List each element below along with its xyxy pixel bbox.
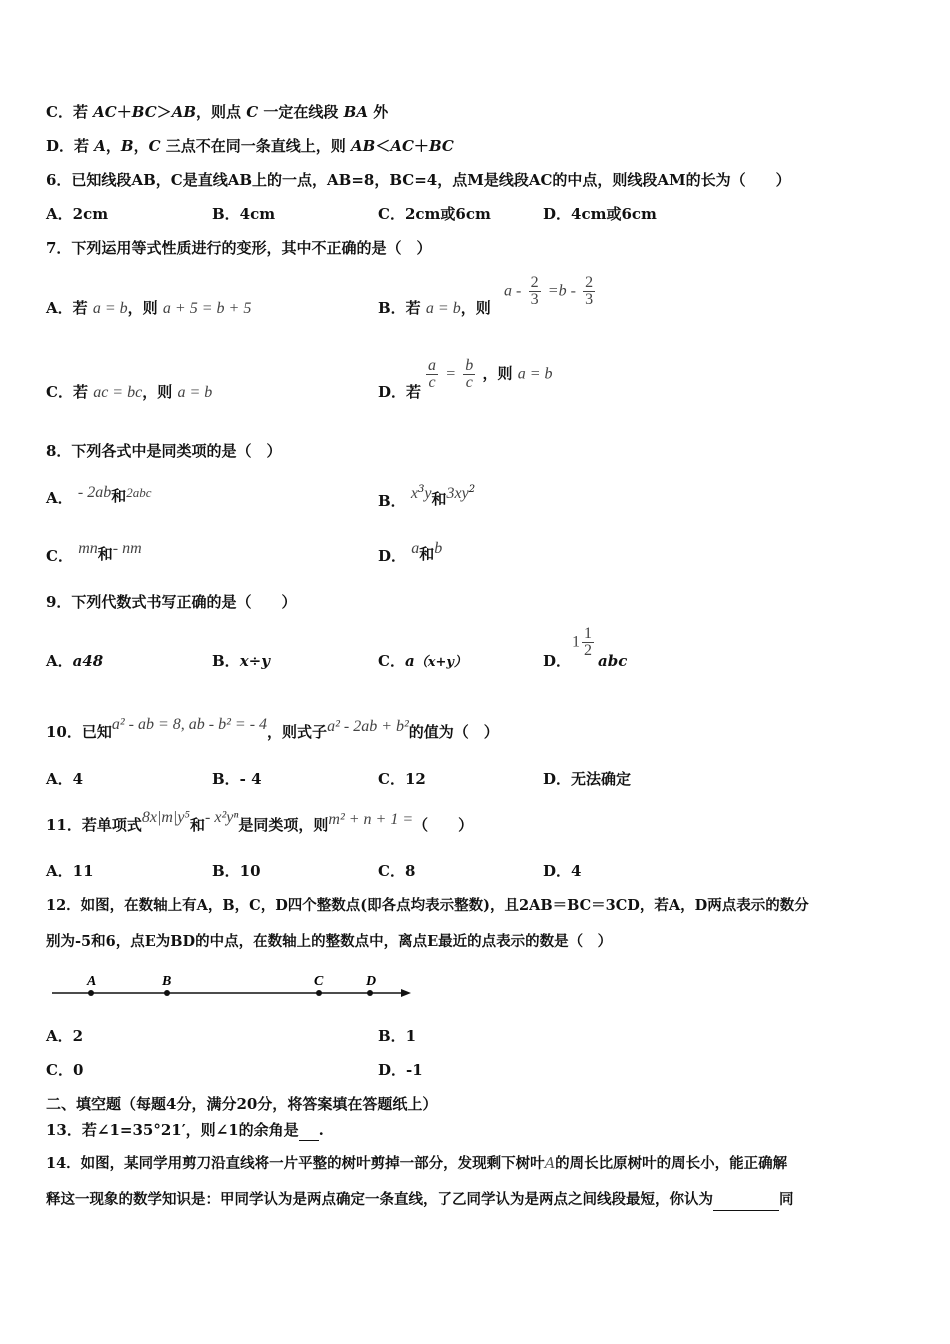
q7-option-b: B．若 a = b，则	[378, 299, 491, 317]
number-line-figure	[48, 968, 418, 1008]
q12-stem-line2: 别为-5和6，点E为BD的中点，在数轴上的整数点中，离点E最近的点表示的数是（ ）	[46, 933, 613, 950]
answer-blank	[299, 1120, 319, 1141]
q6-stem: 6．已知线段AB，C是直线AB上的一点，AB=8，BC=4，点M是线段AC的中点，则线段AM的长为（ ）	[46, 171, 791, 189]
q11-option-a: A．11	[46, 862, 94, 880]
point-a	[88, 990, 94, 996]
q9-stem: 9．下列代数式书写正确的是（ ）	[46, 593, 297, 611]
fraction: $\frac{a}{c}$	[428, 357, 436, 391]
q9-option-b: B．x÷y	[212, 652, 270, 670]
q10-option-c: C．12	[378, 770, 426, 788]
fraction: $\frac{2}{3}$	[585, 274, 594, 308]
point-d	[367, 990, 373, 996]
q7-option-b-expr: a - $\frac{2}{3}$ =b - $\frac{2}{3}$	[504, 274, 594, 308]
q6-option-b: B．4cm	[212, 205, 276, 223]
q12-option-d: D．-1	[378, 1061, 423, 1079]
q6-option-c: C．2cm或6cm	[378, 205, 491, 223]
section-2-heading: 二、填空题（每题4分，满分20分，将答案填在答题纸上）	[46, 1095, 438, 1113]
q8-option-d: D． a和b	[378, 540, 443, 565]
q7-option-d: D．若	[378, 383, 422, 401]
q9-option-d-tail: abc	[598, 652, 628, 670]
fraction: $\frac{1}{2}$	[584, 625, 592, 659]
fraction: $\frac{b}{c}$	[465, 357, 474, 391]
q12-option-a: A．2	[46, 1027, 84, 1045]
point-d-label: D	[366, 974, 377, 989]
q8-option-c: C． mn和- nm	[46, 540, 142, 565]
q9-option-c: C．a（x+y）	[378, 652, 467, 670]
q7-option-c: C．若 ac = bc，则 a = b	[46, 383, 213, 401]
point-a-label: A	[87, 974, 97, 989]
point-b	[164, 990, 170, 996]
q9-option-a: A．a48	[46, 652, 104, 670]
q8-option-a: A． - 2ab和2abc	[46, 484, 152, 507]
point-c	[316, 990, 322, 996]
q10-stem: 10．已知a² - ab = 8, ab - b² = - 4，则式子a² - 2ab + b²的值为（ ）	[46, 716, 499, 741]
q6-option-d: D．4cm或6cm	[543, 205, 657, 223]
q7-stem: 7．下列运用等式性质进行的变形，其中不正确的是（ ）	[46, 239, 432, 257]
point-c-label: C	[314, 974, 324, 989]
answer-blank	[713, 1190, 779, 1211]
q9-option-d-mixed-number: 1 $\frac{1}{2}$	[572, 625, 592, 659]
arrow-head-icon	[401, 989, 411, 997]
q12-option-b: B．1	[378, 1027, 417, 1045]
q8-stem: 8．下列各式中是同类项的是（ ）	[46, 442, 282, 460]
q7-option-a: A．若 a = b，则 a + 5 = b + 5	[46, 299, 252, 317]
q11-stem: 11．若单项式8x|m|y⁵和- x²yⁿ是同类项，则m² + n + 1 =（ ）	[46, 809, 474, 834]
fraction: $\frac{2}{3}$	[530, 274, 539, 308]
q8-option-b: B． $x^3y$和$3xy^2$	[378, 484, 476, 510]
q10-option-b: B．- 4	[212, 770, 262, 788]
q5-option-d: D．若 A，B，C 三点不在同一条直线上，则 AB＜AC＋BC	[46, 137, 454, 155]
q6-option-a: A．2cm	[46, 205, 109, 223]
q11-option-b: B．10	[212, 862, 261, 880]
q10-option-a: A．4	[46, 770, 84, 788]
q9-option-d: D．	[543, 652, 572, 670]
q12-stem-line1: 12．如图，在数轴上有A，B，C，D四个整数点(即各点均表示整数)，且2AB＝BC＝3CD，若A，D两点表示的数分	[46, 897, 809, 914]
q13-stem: 13．若∠1=35°21′，则∠1的余角是 .	[46, 1121, 324, 1139]
q14-stem-line1: 14．如图，某同学用剪刀沿直线将一片平整的树叶剪掉一部分，发现剩下树叶A的周长比原树叶的周长小，能正确解	[46, 1155, 788, 1172]
q11-option-d: D．4	[543, 862, 582, 880]
point-b-label: B	[162, 974, 172, 989]
q11-option-c: C．8	[378, 862, 416, 880]
q7-option-d-expr: $\frac{a}{c}$ = $\frac{b}{c}$ ，则 a = b	[428, 357, 553, 391]
q12-option-c: C．0	[46, 1061, 84, 1079]
q14-stem-line2: 释这一现象的数学知识是：甲同学认为是两点确定一条直线，了乙同学认为是两点之间线段最短，你认为 同	[46, 1190, 794, 1211]
q5-option-c: C．若 AC＋BC＞AB，则点 C 一定在线段 BA 外	[46, 103, 389, 121]
q10-option-d: D．无法确定	[543, 770, 632, 788]
